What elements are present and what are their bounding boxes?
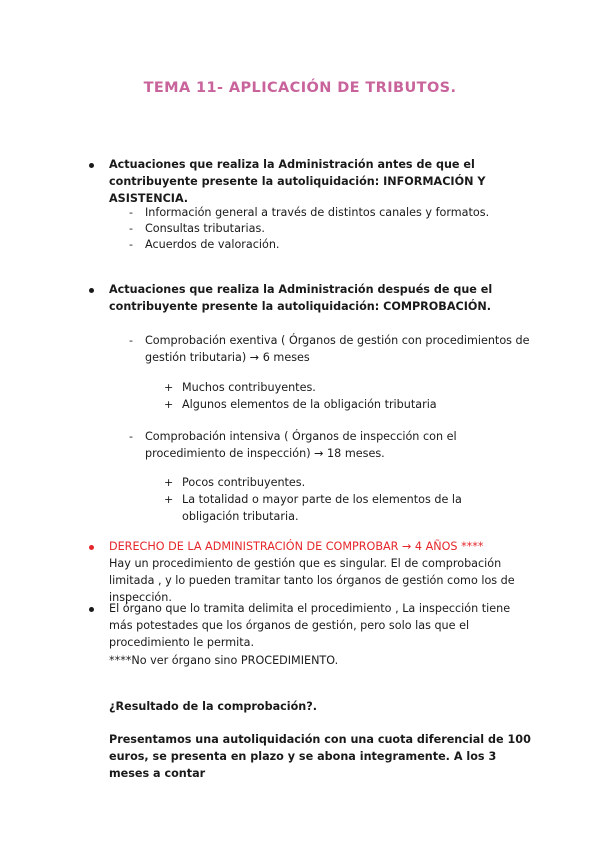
comprobacion-limitada-para: Hay un procedimiento de gestión que es singular. El de comprobación limitada , y lo pueden tramitar tanto los órganos de gestión como los de inspección. [109,557,515,604]
dash-marker: - [129,206,133,219]
resultado-question: ¿Resultado de la comprobación?. [109,700,318,713]
intensiva-text: Comprobación intensiva ( Órganos de inspección con el procedimiento de inspección) → 18 meses. [145,430,457,460]
plus-marker: + [164,381,174,394]
section1-heading: Actuaciones que realiza la Administración antes de que el contribuyente presente la autoliquidación: INFORMACIÓN Y ASISTENCIA. [109,158,486,205]
organo-bullet: El órgano que lo tramita delimita el procedimiento , La inspección tiene más potestades que los órganos de gestión, pero solo las que el procedimiento le permita. [109,602,511,649]
red-heading: DERECHO DE LA ADMINISTRACIÓN DE COMPROBAR → 4 AÑOS **** [109,540,484,553]
extensiva-sub: Algunos elementos de la obligación tributaria [182,398,437,411]
procedimiento-note: ****No ver órgano sino PROCEDIMIENTO. [109,654,339,667]
plus-marker: + [164,493,174,506]
section2-heading: Actuaciones que realiza la Administración después de que el contribuyente presente la autoliquidación: COMPROBACIÓN. [109,283,493,313]
dash-marker: - [129,430,133,443]
bullet-icon [89,288,94,293]
extensiva-text: Comprobación exentiva ( Órganos de gestión con procedimientos de gestión tributaria) → 6 meses [145,334,530,364]
dash-marker: - [129,222,133,235]
section1-item: Información general a través de distintos canales y formatos. [145,206,490,219]
plus-marker: + [164,398,174,411]
section1-item: Acuerdos de valoración. [145,238,280,251]
intensiva-sub: La totalidad o mayor parte de los elementos de la obligación tributaria. [182,493,462,523]
extensiva-sub: Muchos contribuyentes. [182,381,316,394]
section1-item: Consultas tributarias. [145,222,265,235]
dash-marker: - [129,238,133,251]
ejemplo-para: Presentamos una autoliquidación con una cuota diferencial de 100 euros, se presenta en plazo y se abona integramente. A los 3 meses a contar [109,733,531,780]
intensiva-sub: Pocos contribuyentes. [182,476,306,489]
dash-marker: - [129,334,133,347]
red-bullet-icon [89,545,94,550]
bullet-icon [89,163,94,168]
plus-marker: + [164,476,174,489]
bullet-icon [89,607,94,612]
page-title: TEMA 11- APLICACIÓN DE TRIBUTOS. [143,80,457,96]
